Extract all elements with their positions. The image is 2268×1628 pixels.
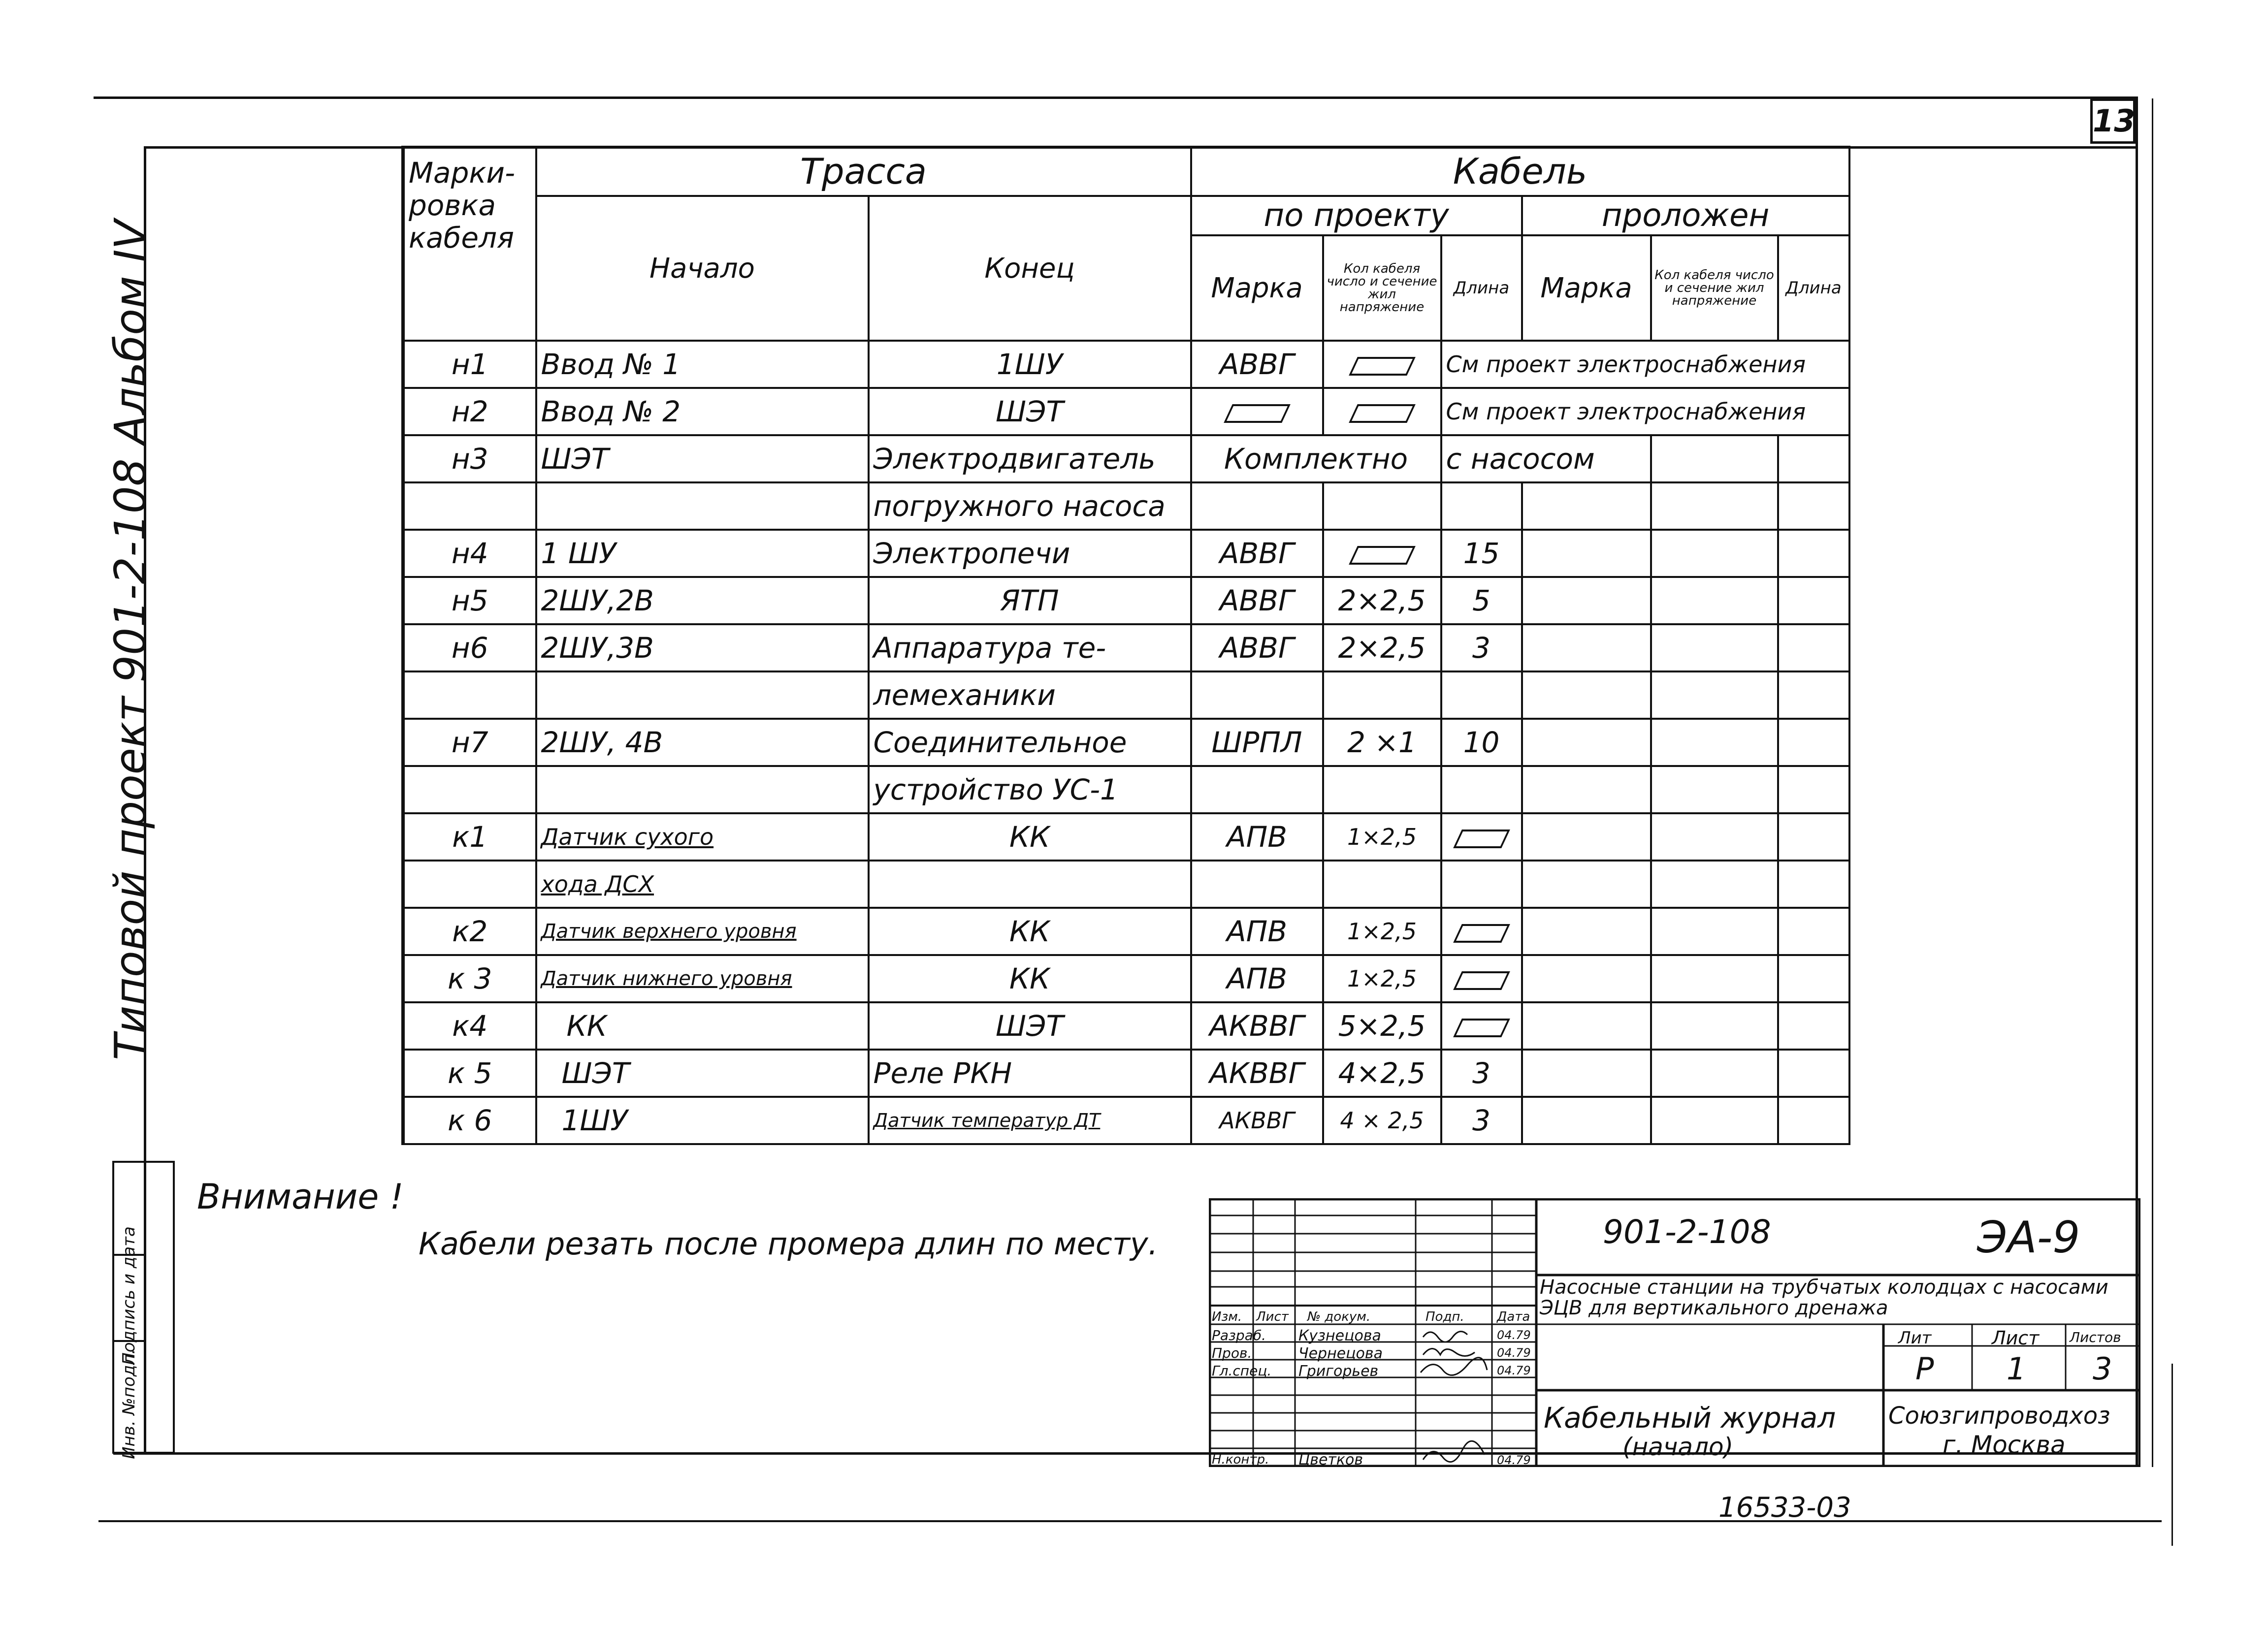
cell-start [536, 766, 869, 813]
stamp-inventory-label: Инв. №подл. [119, 1349, 139, 1459]
cell-cores: 2 ×1 [1323, 719, 1441, 766]
table-row [403, 719, 1849, 766]
header-length-laid: Длина [1778, 235, 1849, 341]
cell-start: ШЭТ [536, 1050, 869, 1097]
blank-field-icon [1349, 357, 1416, 376]
header-length-project: Длина [1441, 235, 1522, 341]
cell-brand: АВВГ [1191, 530, 1323, 577]
cell-end: Соединительное [869, 719, 1191, 766]
cell-start: 1 ШУ [536, 530, 869, 577]
cell-start: ШЭТ [536, 435, 869, 482]
tb-col-date: Дата [1497, 1309, 1530, 1324]
tb-person-date: 04.79 [1497, 1364, 1531, 1377]
cell-end [869, 861, 1191, 908]
tb-sheet-code: ЭА-9 [1977, 1212, 2080, 1263]
cell-cores [1323, 388, 1441, 435]
tb-person-name: Кузнецова [1298, 1327, 1381, 1344]
tb-person-name: Цветков [1298, 1451, 1363, 1468]
cell-length: 5 [1441, 577, 1522, 624]
header-brand-laid: Марка [1522, 235, 1651, 341]
cell-start: хода ДСХ [536, 861, 869, 908]
cell-cores: 1×2,5 [1323, 908, 1441, 955]
tb-person-date: 04.79 [1497, 1328, 1531, 1342]
tb-org-name: Союзгипроводхоз [1888, 1402, 2110, 1430]
tb-role: Гл.спец. [1212, 1363, 1272, 1379]
cell-end: КК [869, 908, 1191, 955]
cell-length: 3 [1441, 1097, 1522, 1144]
header-by-project: по проекту [1191, 196, 1522, 235]
header-brand-project: Марка [1191, 235, 1323, 341]
cell-mark: н4 [403, 530, 536, 577]
far-right-edge [2171, 1364, 2173, 1546]
cell-length: 3 [1441, 1050, 1522, 1097]
cell-length: с насосом [1441, 435, 1651, 482]
cell-cores: 2×2,5 [1323, 624, 1441, 671]
cell-length [1441, 1002, 1522, 1050]
table-row [403, 341, 1849, 388]
cell-brand: Комплектно [1191, 435, 1441, 482]
header-cores-laid: Кол кабеля число и сечение жил напряжение [1651, 235, 1778, 341]
cell-start: Ввод № 2 [536, 388, 869, 435]
cell-start: КК [536, 1002, 869, 1050]
cell-cores [1323, 341, 1441, 388]
blank-field-icon [1453, 971, 1510, 990]
cell-length [1441, 955, 1522, 1002]
cable-journal-table [401, 146, 1850, 1145]
table-row [403, 813, 1849, 861]
table-row [403, 388, 1849, 435]
cell-start: Ввод № 1 [536, 341, 869, 388]
tb-role: Н.контр. [1212, 1452, 1269, 1467]
cell-end: погружного насоса [869, 482, 1191, 530]
cell-cores: 4×2,5 [1323, 1050, 1441, 1097]
cell-brand: АКВВГ [1191, 1097, 1323, 1144]
tb-person-name: Чернецова [1298, 1345, 1383, 1362]
tb-col-doc: № докум. [1307, 1309, 1371, 1324]
cell-start: Датчик верхнего уровня [536, 908, 869, 955]
table-row [403, 671, 1849, 719]
stamp-signature-label: Подпись и дата [119, 1226, 139, 1365]
blank-field-icon [1349, 546, 1416, 565]
tb-doc-name: Кабельный журнал [1544, 1401, 1836, 1435]
tb-stage-value: Р [1915, 1351, 1934, 1387]
blank-field-icon [1224, 404, 1291, 423]
cell-cores: 4 × 2,5 [1323, 1097, 1441, 1144]
cell-mark: н2 [403, 388, 536, 435]
header-start: Начало [536, 196, 869, 341]
cell-brand: АКВВГ [1191, 1002, 1323, 1050]
tb-col-sheet: Лист [1256, 1309, 1289, 1324]
tb-doc-subname: (начало) [1622, 1433, 1734, 1461]
cell-note: См проект электроснабжения [1441, 388, 1849, 435]
cell-end: Аппаратура те- [869, 624, 1191, 671]
cell-length [1441, 908, 1522, 955]
cell-end: КК [869, 813, 1191, 861]
cell-cores [1323, 530, 1441, 577]
table-row [403, 1002, 1849, 1050]
tb-col-change: Изм. [1212, 1309, 1242, 1324]
tb-person-date: 04.79 [1497, 1346, 1531, 1360]
top-rule [94, 96, 2138, 99]
cell-start: Датчик нижнего уровня [536, 955, 869, 1002]
cell-mark [403, 671, 536, 719]
table-row [403, 530, 1849, 577]
blank-field-icon [1453, 830, 1510, 848]
cell-brand: АВВГ [1191, 624, 1323, 671]
cell-start: 1ШУ [536, 1097, 869, 1144]
cell-end: Датчик температур ДТ [869, 1097, 1191, 1144]
bottom-rule [98, 1520, 2162, 1522]
table-row [403, 482, 1849, 530]
blank-field-icon [1453, 924, 1510, 943]
cell-start: 2ШУ,3В [536, 624, 869, 671]
cell-brand: АВВГ [1191, 341, 1323, 388]
table-row [403, 955, 1849, 1002]
cell-mark: н5 [403, 577, 536, 624]
cell-cores: 1×2,5 [1323, 955, 1441, 1002]
tb-project-name: Насосные станции на трубчатых колодцах с насосами ЭЦВ для вертикального дренажа [1540, 1276, 2108, 1319]
cell-mark: н6 [403, 624, 536, 671]
table-row [403, 624, 1849, 671]
cell-end: Реле РКН [869, 1050, 1191, 1097]
table-row [403, 908, 1849, 955]
cell-mark: к 5 [403, 1050, 536, 1097]
cell-note: См проект электроснабжения [1441, 341, 1849, 388]
cell-brand: АВВГ [1191, 577, 1323, 624]
frame-right-outer [2152, 98, 2153, 1467]
tb-sheet-value: 1 [2007, 1351, 2026, 1387]
cell-end: 1ШУ [869, 341, 1191, 388]
cell-mark: к 6 [403, 1097, 536, 1144]
cell-length [1441, 813, 1522, 861]
cell-start: Датчик сухого [536, 813, 869, 861]
sheet-number-box [2090, 98, 2136, 144]
cell-mark: н7 [403, 719, 536, 766]
tb-project-code: 901-2-108 [1603, 1213, 1771, 1251]
tb-role: Пров. [1212, 1345, 1252, 1361]
cell-length: 15 [1441, 530, 1522, 577]
cell-cores: 2×2,5 [1323, 577, 1441, 624]
cell-cores: 5×2,5 [1323, 1002, 1441, 1050]
cell-cores: 1×2,5 [1323, 813, 1441, 861]
cell-mark: н3 [403, 435, 536, 482]
cell-end: устройство УС-1 [869, 766, 1191, 813]
cell-mark: к4 [403, 1002, 536, 1050]
tb-sheets-header: Листов [2070, 1329, 2121, 1345]
bottom-number: 16533-03 [1718, 1492, 1851, 1524]
left-stamp [112, 1161, 175, 1459]
side-label: Типовой проект 901-2-108 Альбом IV [105, 220, 156, 1060]
cell-start [536, 482, 869, 530]
header-laid: проложен [1522, 196, 1849, 235]
cell-end: КК [869, 955, 1191, 1002]
attention-heading: Внимание ! [197, 1177, 404, 1217]
cell-end: Электродвигатель [869, 435, 1191, 482]
tb-person-name: Григорьев [1298, 1363, 1379, 1380]
table-row [403, 577, 1849, 624]
cell-length: 10 [1441, 719, 1522, 766]
cell-mark [403, 482, 536, 530]
cell-end: ЯТП [869, 577, 1191, 624]
cell-brand: АПВ [1191, 813, 1323, 861]
cell-mark: к1 [403, 813, 536, 861]
sheet-number: 13 [2093, 103, 2136, 139]
cell-end: Электропечи [869, 530, 1191, 577]
tb-col-sign: Подп. [1426, 1309, 1464, 1324]
header-marking: Марки-ровка кабеля [403, 147, 536, 341]
tb-stage-header: Лит [1898, 1328, 1932, 1348]
cell-start: 2ШУ, 4В [536, 719, 869, 766]
cell-end: лемеханики [869, 671, 1191, 719]
table-row [403, 861, 1849, 908]
tb-person-date: 04.79 [1497, 1453, 1531, 1467]
cell-mark: к 3 [403, 955, 536, 1002]
header-route: Трасса [536, 147, 1191, 196]
cell-brand: ШРПЛ [1191, 719, 1323, 766]
cell-length-laid [1778, 435, 1849, 482]
tb-role: Разраб. [1212, 1327, 1266, 1343]
cell-mark: к2 [403, 908, 536, 955]
cell-start: 2ШУ,2В [536, 577, 869, 624]
cell-end: ШЭТ [869, 388, 1191, 435]
cell-length: 3 [1441, 624, 1522, 671]
tb-org-city: г. Москва [1943, 1431, 2066, 1459]
table-row [403, 1050, 1849, 1097]
header-cable: Кабель [1191, 147, 1849, 196]
cell-mark: н1 [403, 341, 536, 388]
cell-brand: АПВ [1191, 908, 1323, 955]
cell-brand: АПВ [1191, 955, 1323, 1002]
signature-scribbles [1416, 1324, 1494, 1472]
cell-mark [403, 766, 536, 813]
table-row [403, 766, 1849, 813]
cell-cores-laid [1651, 435, 1778, 482]
title-block [1209, 1198, 2140, 1467]
cell-start [536, 671, 869, 719]
tb-sheets-value: 3 [2093, 1351, 2112, 1387]
table-row [403, 435, 1849, 482]
cell-mark [403, 861, 536, 908]
tb-sheet-header: Лист [1992, 1327, 2040, 1349]
cell-brand: АКВВГ [1191, 1050, 1323, 1097]
header-cores-project: Кол кабеля число и сечение жил напряжение [1323, 235, 1441, 341]
blank-field-icon [1349, 404, 1416, 423]
table-row [403, 1097, 1849, 1144]
blank-field-icon [1453, 1019, 1510, 1037]
header-end: Конец [869, 196, 1191, 341]
note-text: Кабели резать после промера длин по месту. [419, 1226, 1158, 1262]
cell-brand [1191, 388, 1323, 435]
cell-end: ШЭТ [869, 1002, 1191, 1050]
